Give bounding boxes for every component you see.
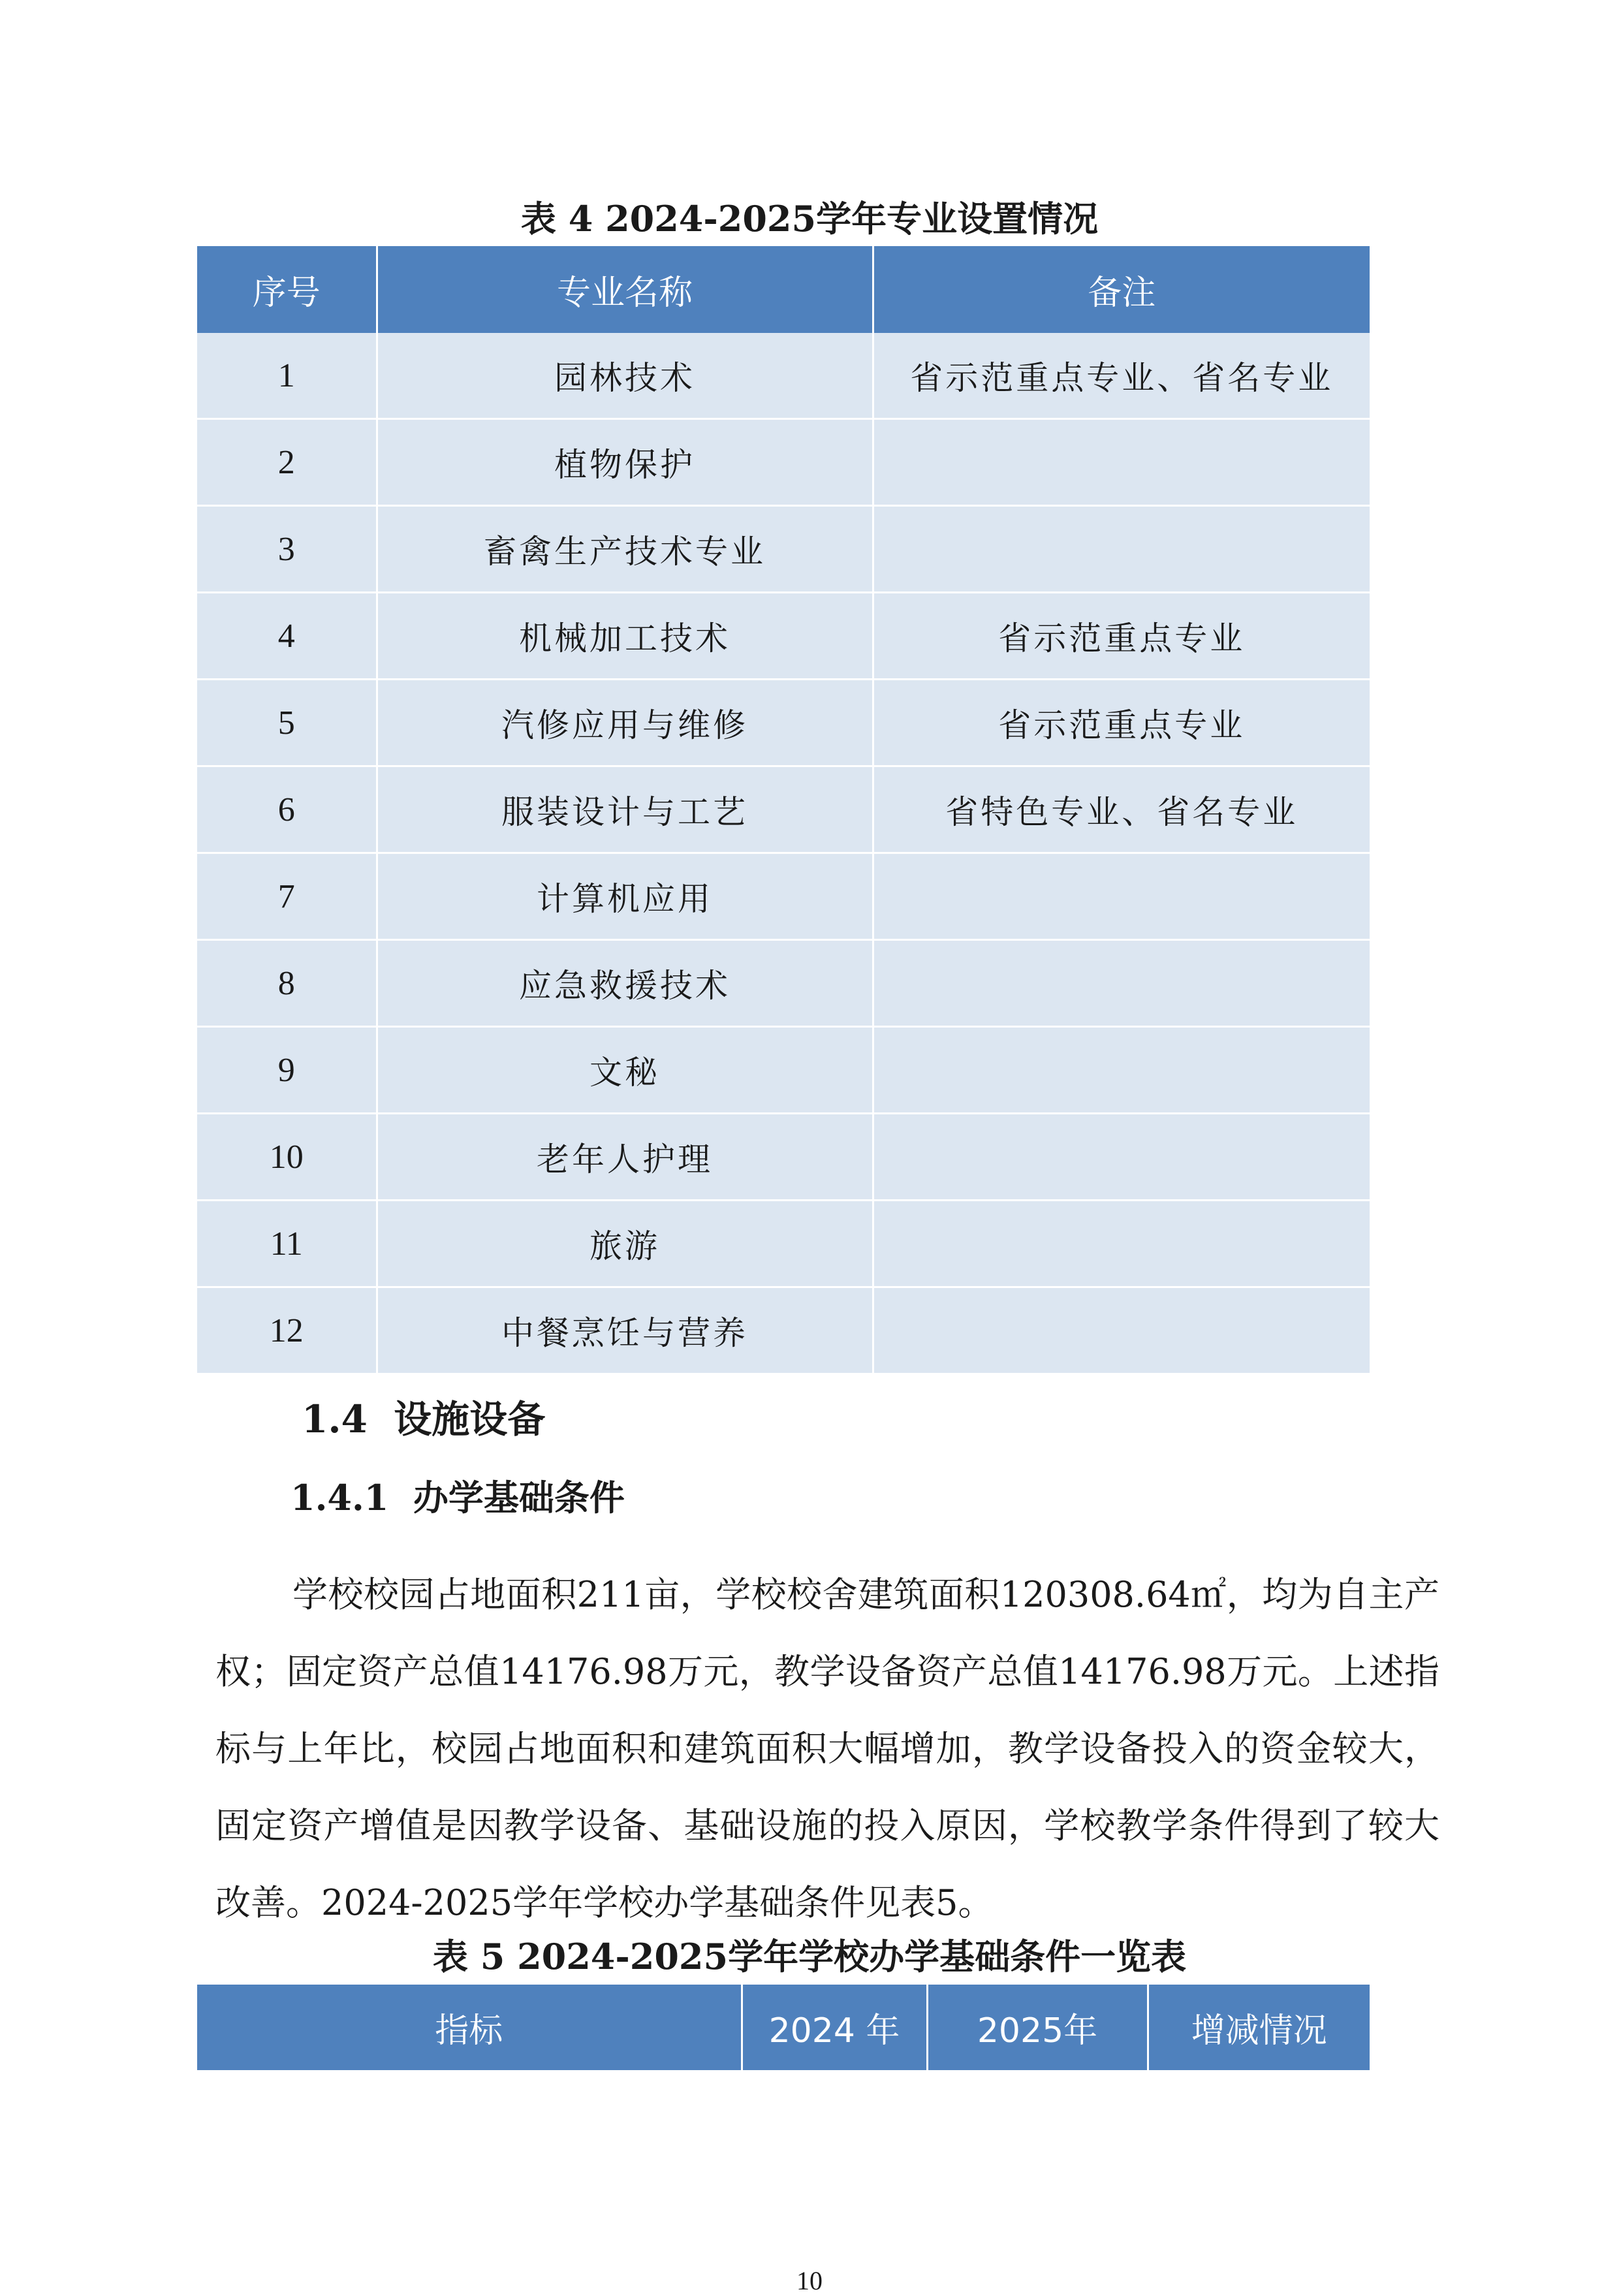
- table-row: [197, 419, 1370, 506]
- body-paragraph-container: [215, 1556, 1439, 1942]
- column-header-change: 增减情况: [1148, 1985, 1370, 2070]
- table-header-row: [197, 246, 1370, 333]
- row-major-name: 服装设计与工艺: [377, 766, 873, 853]
- row-major-name: 中餐烹饪与营养: [377, 1287, 873, 1374]
- section-heading: 1.4 设施设备: [302, 1397, 546, 1441]
- column-header-2024: 2024 年: [742, 1985, 927, 2070]
- row-no: 3: [197, 506, 377, 593]
- row-note: 省示范重点专业: [873, 680, 1370, 766]
- table5-caption: 表 5 2024-2025学年学校办学基础条件一览表: [432, 1936, 1187, 1977]
- row-no: 8: [197, 940, 377, 1027]
- row-note: 省示范重点专业、省名专业: [873, 333, 1370, 419]
- row-no: 9: [197, 1027, 377, 1114]
- row-no: 1: [197, 333, 377, 419]
- row-no: 6: [197, 766, 377, 853]
- basic-conditions-table: [197, 1985, 1370, 2070]
- page-number: 10: [796, 2266, 823, 2295]
- table-row: [197, 506, 1370, 593]
- body-paragraph: 学校校园占地面积211亩，学校校舍建筑面积120308.64㎡，均为自主产权；固定资产总值14176.98万元，教学设备资产总值14176.98万元。上述指标与上年比，校园占地面积和建筑面积大幅增加，教学设备投入的资金较大，固定资产增值是因教学设备、基础设施的投入原因，学校教学条件得到了较大改善。2024-2025学年学校办学基础条件见表5。: [215, 1574, 1439, 1923]
- row-no: 11: [197, 1201, 377, 1287]
- row-no: 2: [197, 419, 377, 506]
- row-no: 12: [197, 1287, 377, 1374]
- table-row: [197, 940, 1370, 1027]
- row-major-name: 老年人护理: [377, 1114, 873, 1201]
- row-major-name: 畜禽生产技术专业: [377, 506, 873, 593]
- table-row: [197, 1027, 1370, 1114]
- table-row: [197, 593, 1370, 680]
- table-row: [197, 1114, 1370, 1201]
- row-major-name: 应急救援技术: [377, 940, 873, 1027]
- table-row: [197, 333, 1370, 419]
- row-major-name: 汽修应用与维修: [377, 680, 873, 766]
- column-header-2025: 2025年: [927, 1985, 1148, 2070]
- table-row: [197, 766, 1370, 853]
- column-header-major-name: 专业名称: [377, 246, 873, 333]
- column-header-note: 备注: [873, 246, 1370, 333]
- row-no: 10: [197, 1114, 377, 1201]
- column-header-no: 序号: [197, 246, 377, 333]
- row-note: [873, 1201, 1370, 1287]
- subsection-heading: 1.4.1 办学基础条件: [291, 1477, 625, 1518]
- row-major-name: 计算机应用: [377, 853, 873, 940]
- row-no: 4: [197, 593, 377, 680]
- major-settings-table: [197, 246, 1370, 1375]
- column-header-indicator: 指标: [197, 1985, 742, 2070]
- row-major-name: 文秘: [377, 1027, 873, 1114]
- row-note: [873, 853, 1370, 940]
- table-row: [197, 680, 1370, 766]
- row-major-name: 旅游: [377, 1201, 873, 1287]
- row-note: 省特色专业、省名专业: [873, 766, 1370, 853]
- table-row: [197, 1287, 1370, 1374]
- row-major-name: 园林技术: [377, 333, 873, 419]
- table4-caption: 表 4 2024-2025学年专业设置情况: [520, 198, 1099, 240]
- row-note: [873, 940, 1370, 1027]
- table-row: [197, 853, 1370, 940]
- row-note: [873, 1027, 1370, 1114]
- table-row: [197, 1201, 1370, 1287]
- row-note: [873, 506, 1370, 593]
- row-note: [873, 1114, 1370, 1201]
- row-note: 省示范重点专业: [873, 593, 1370, 680]
- row-major-name: 植物保护: [377, 419, 873, 506]
- row-no: 5: [197, 680, 377, 766]
- row-note: [873, 419, 1370, 506]
- row-no: 7: [197, 853, 377, 940]
- row-major-name: 机械加工技术: [377, 593, 873, 680]
- table-header-row: [197, 1985, 1370, 2070]
- row-note: [873, 1287, 1370, 1374]
